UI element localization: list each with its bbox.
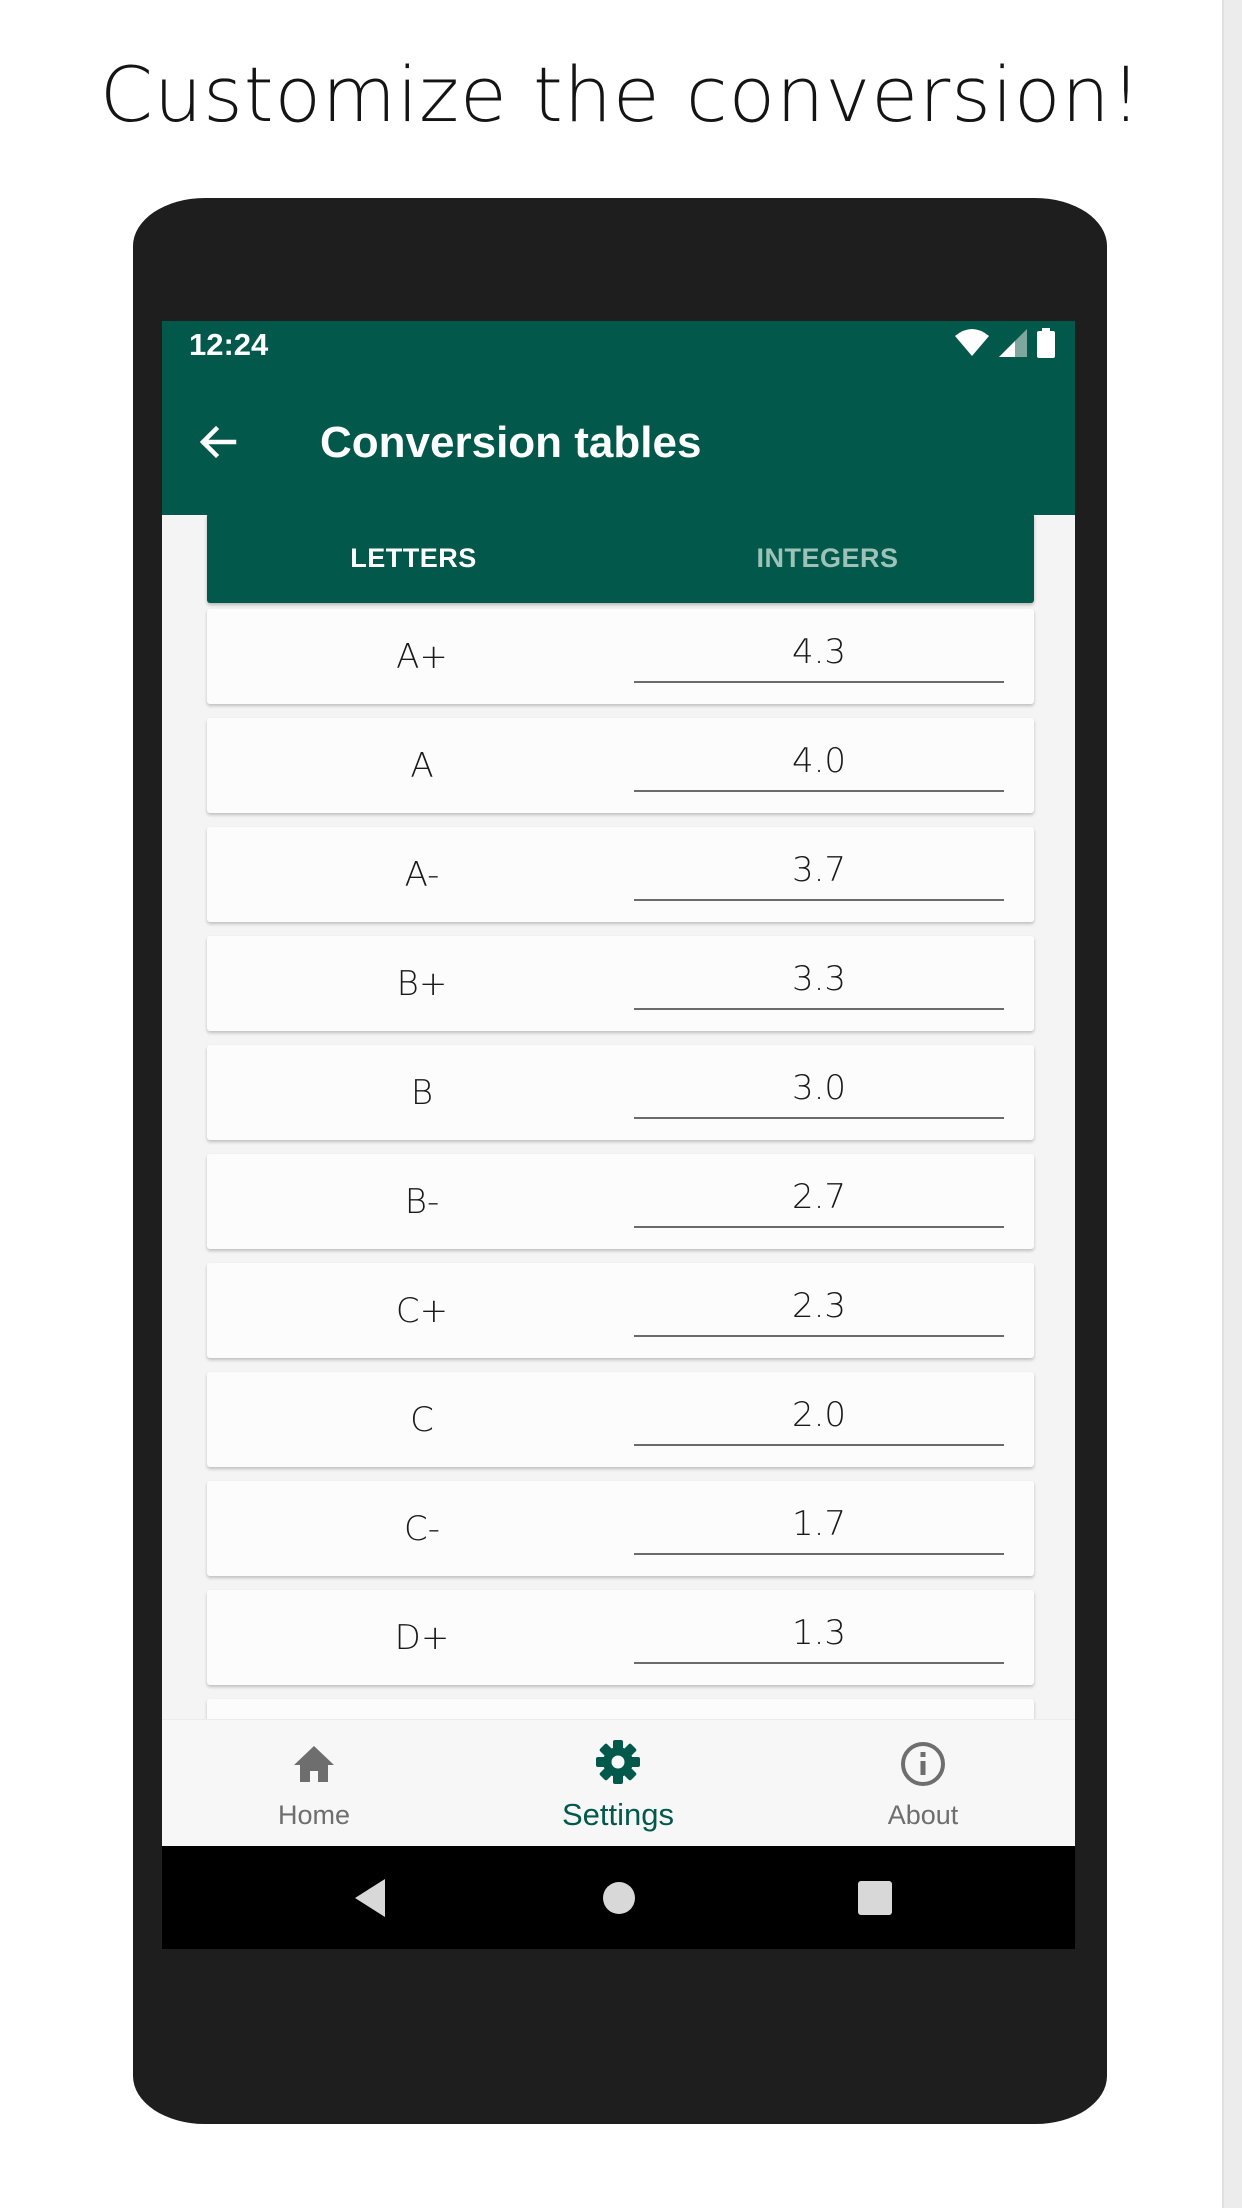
info-icon [897,1738,949,1790]
list-item [207,827,1034,922]
grade-value-input[interactable] [634,1604,1004,1664]
page-title: Conversion tables [320,418,702,467]
app-bar [162,365,1075,515]
conversion-tabs [207,513,1034,603]
list-item [207,609,1034,704]
nav-label-home: Home [277,1800,351,1830]
list-item [207,936,1034,1031]
nav-item-about[interactable] [771,1720,1075,1847]
phone-top-edge [133,198,1107,318]
list-item [207,1154,1034,1249]
system-recents-icon[interactable] [848,1871,902,1925]
nav-item-settings[interactable] [466,1720,770,1847]
list-item [207,1481,1034,1576]
status-time: 12:24 [189,327,269,362]
nav-label-about: About [887,1800,959,1830]
grade-value-input[interactable] [634,1168,1004,1228]
list-item [207,718,1034,813]
tab-letters[interactable]: LETTERS [350,542,477,573]
list-item [207,1045,1034,1140]
back-arrow-icon[interactable] [192,416,244,468]
grade-letter: C+ [395,1290,449,1331]
nav-item-home[interactable] [162,1720,466,1847]
system-navigation-bar [162,1846,1075,1949]
system-back-icon[interactable] [343,1871,397,1925]
signal-icon [999,329,1027,357]
grade-value-input[interactable] [634,623,1004,683]
phone-screen [162,321,1075,1949]
grade-letter: B+ [396,963,448,1004]
grade-letter: B [410,1072,434,1113]
grade-value-input[interactable] [634,950,1004,1010]
grade-letter: C- [403,1508,440,1549]
battery-icon [1037,328,1055,358]
grade-value-input[interactable] [634,1059,1004,1119]
bottom-navigation [162,1719,1075,1847]
list-item [207,1263,1034,1358]
grade-letter: A+ [396,636,448,677]
grade-letter: D+ [394,1617,450,1658]
list-item [207,1372,1034,1467]
page-edge [1222,0,1242,2208]
grade-letter: A [410,745,434,786]
home-icon [288,1738,340,1790]
status-icons [955,327,1055,359]
list-item [207,1590,1034,1685]
grade-letter: A- [404,854,440,895]
grade-value-input[interactable] [634,732,1004,792]
nav-label-settings: Settings [561,1797,674,1832]
grade-letter: B- [404,1181,440,1222]
grade-value-input[interactable] [634,841,1004,901]
grade-value-input[interactable] [634,1495,1004,1555]
gear-icon [592,1738,644,1790]
promo-headline: Customize the conversion! [99,50,1143,139]
status-bar [162,321,1075,365]
wifi-icon [955,328,989,358]
system-home-icon[interactable] [592,1871,646,1925]
tab-integers[interactable]: INTEGERS [756,542,899,573]
grade-letter: C [410,1399,434,1440]
grade-value-input[interactable] [634,1386,1004,1446]
grade-value-input[interactable] [634,1277,1004,1337]
